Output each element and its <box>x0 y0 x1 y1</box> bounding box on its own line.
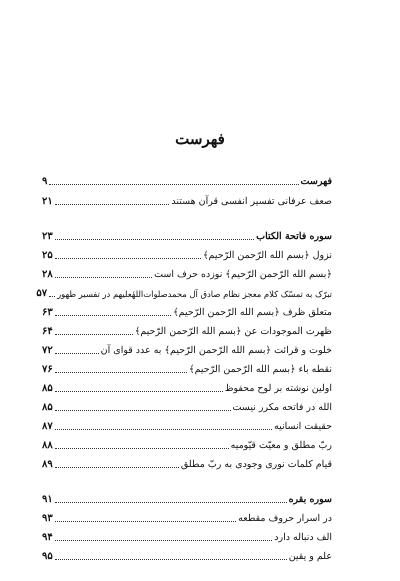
toc-entry-page: ۹۵ <box>42 551 53 562</box>
dot-leader <box>49 296 55 297</box>
toc-entry-label: حقيقت انسانيه <box>274 421 332 432</box>
toc-entry-page: ۶۴ <box>42 326 53 337</box>
toc-entry-page: ۲۵ <box>42 250 53 261</box>
toc-entry <box>42 248 332 262</box>
toc-entry <box>42 511 332 525</box>
toc-entry <box>42 492 332 506</box>
toc-entry <box>42 381 332 395</box>
toc-entry-page: ۷۶ <box>42 364 53 375</box>
toc-entry-label: ربّ مطلق و معيّت قيّوميه <box>230 440 332 451</box>
dot-leader <box>55 448 229 449</box>
dot-leader <box>55 559 287 560</box>
dot-leader <box>55 353 99 354</box>
toc-entry-page: ۸۸ <box>42 440 53 451</box>
page-title: فهرست <box>175 130 225 148</box>
dot-leader <box>55 502 287 503</box>
dot-leader <box>55 372 187 373</box>
toc-entry-page: ۸۹ <box>42 459 53 470</box>
toc-entry-label: فهرست <box>300 176 332 187</box>
dot-leader <box>55 239 254 240</box>
toc-entry <box>42 194 332 208</box>
toc-entry-page: ۵۷ <box>36 288 48 299</box>
dot-leader <box>49 184 298 185</box>
toc-entry-label: ظهرت الموجودات عن ﴿بسم الله الرّحمن الرّحيم﴾ <box>134 326 332 337</box>
toc-entry <box>42 419 332 433</box>
dot-leader <box>55 204 170 205</box>
toc-entry-page: ۹۴ <box>42 532 53 543</box>
toc-entry-page: ۸۵ <box>42 383 53 394</box>
dot-leader <box>55 429 272 430</box>
dot-leader <box>55 258 201 259</box>
dot-leader <box>55 521 236 522</box>
toc-entry <box>42 438 332 452</box>
toc-entry <box>42 324 332 338</box>
toc-entry <box>42 549 332 563</box>
toc-entry-label: متعلق ظرف ﴿بسم الله الرّحمن الرّحيم﴾ <box>173 307 332 318</box>
toc-entry-label: اولین نوشته بر لوح محفوظ <box>224 383 332 394</box>
toc-entry-page: ۶۳ <box>42 307 53 318</box>
toc-entry-page: ۷۲ <box>42 345 53 356</box>
toc-entry-label: علم و يقين <box>288 551 332 562</box>
toc-entry <box>42 457 332 471</box>
toc-entry <box>42 400 332 414</box>
toc-entry-label: خلوت و قرائت ﴿بسم الله الرّحمن الرّحيم﴾ به عدد قوای آن <box>100 345 332 356</box>
toc-entry <box>42 362 332 376</box>
toc-entry-page: ۸۵ <box>42 402 53 413</box>
toc-entry-label: سوره فاتحة الكتاب <box>256 231 332 242</box>
dot-leader <box>55 410 231 411</box>
dot-leader <box>55 467 179 468</box>
toc-entry-label: الله در فاتحه مكرر نيست <box>232 402 332 413</box>
toc-entry <box>42 343 332 357</box>
toc-entry-label: سوره بقره <box>288 494 332 505</box>
toc-entry-page: ۹۱ <box>42 494 53 505</box>
toc-entry-label: در اسرار حروف مقطعه <box>238 513 332 524</box>
toc-entry-label: الف دنباله دارد <box>274 532 332 543</box>
toc-entry <box>42 174 332 188</box>
dot-leader <box>55 315 171 316</box>
dot-leader <box>55 334 133 335</box>
toc-entry <box>42 305 332 319</box>
toc-entry-label: نزول ﴿بسم الله الرّحمن الرّحيم﴾ <box>202 250 332 261</box>
dot-leader <box>55 277 152 278</box>
dot-leader <box>55 391 223 392</box>
toc-entry-page: ۲۸ <box>42 269 53 280</box>
toc-entry-label: نقطه باء ﴿بسم الله الرّحمن الرّحيم﴾ <box>189 364 332 375</box>
toc-entry-page: ۹ <box>42 176 48 187</box>
toc-entry-label: صعف عرفانی تفسیر انفسی قرآن هستند <box>171 196 332 207</box>
toc-entry-page: ۲۱ <box>42 196 53 207</box>
toc-entry <box>36 286 332 300</box>
toc-entry-page: ۹۳ <box>42 513 53 524</box>
toc-entry-page: ۲۳ <box>42 231 53 242</box>
toc-entry <box>42 229 332 243</box>
toc-entry-label: تبرّک به تمسّک کلام معجز نظام صادق آل محمدصلوات‌اللهٔعليهم در تفسير طهور <box>57 289 332 299</box>
dot-leader <box>55 540 273 541</box>
toc-entry <box>42 530 332 544</box>
toc-entry-page: ۸۷ <box>42 421 53 432</box>
toc-entry <box>42 267 332 281</box>
toc-entry-label: ﴿بسم الله الرّحمن الرّحيم﴾ نوزده حرف است <box>154 269 332 280</box>
toc-entry-label: قيام كلمات نوری وجودی به ربّ مطلق <box>180 459 332 470</box>
